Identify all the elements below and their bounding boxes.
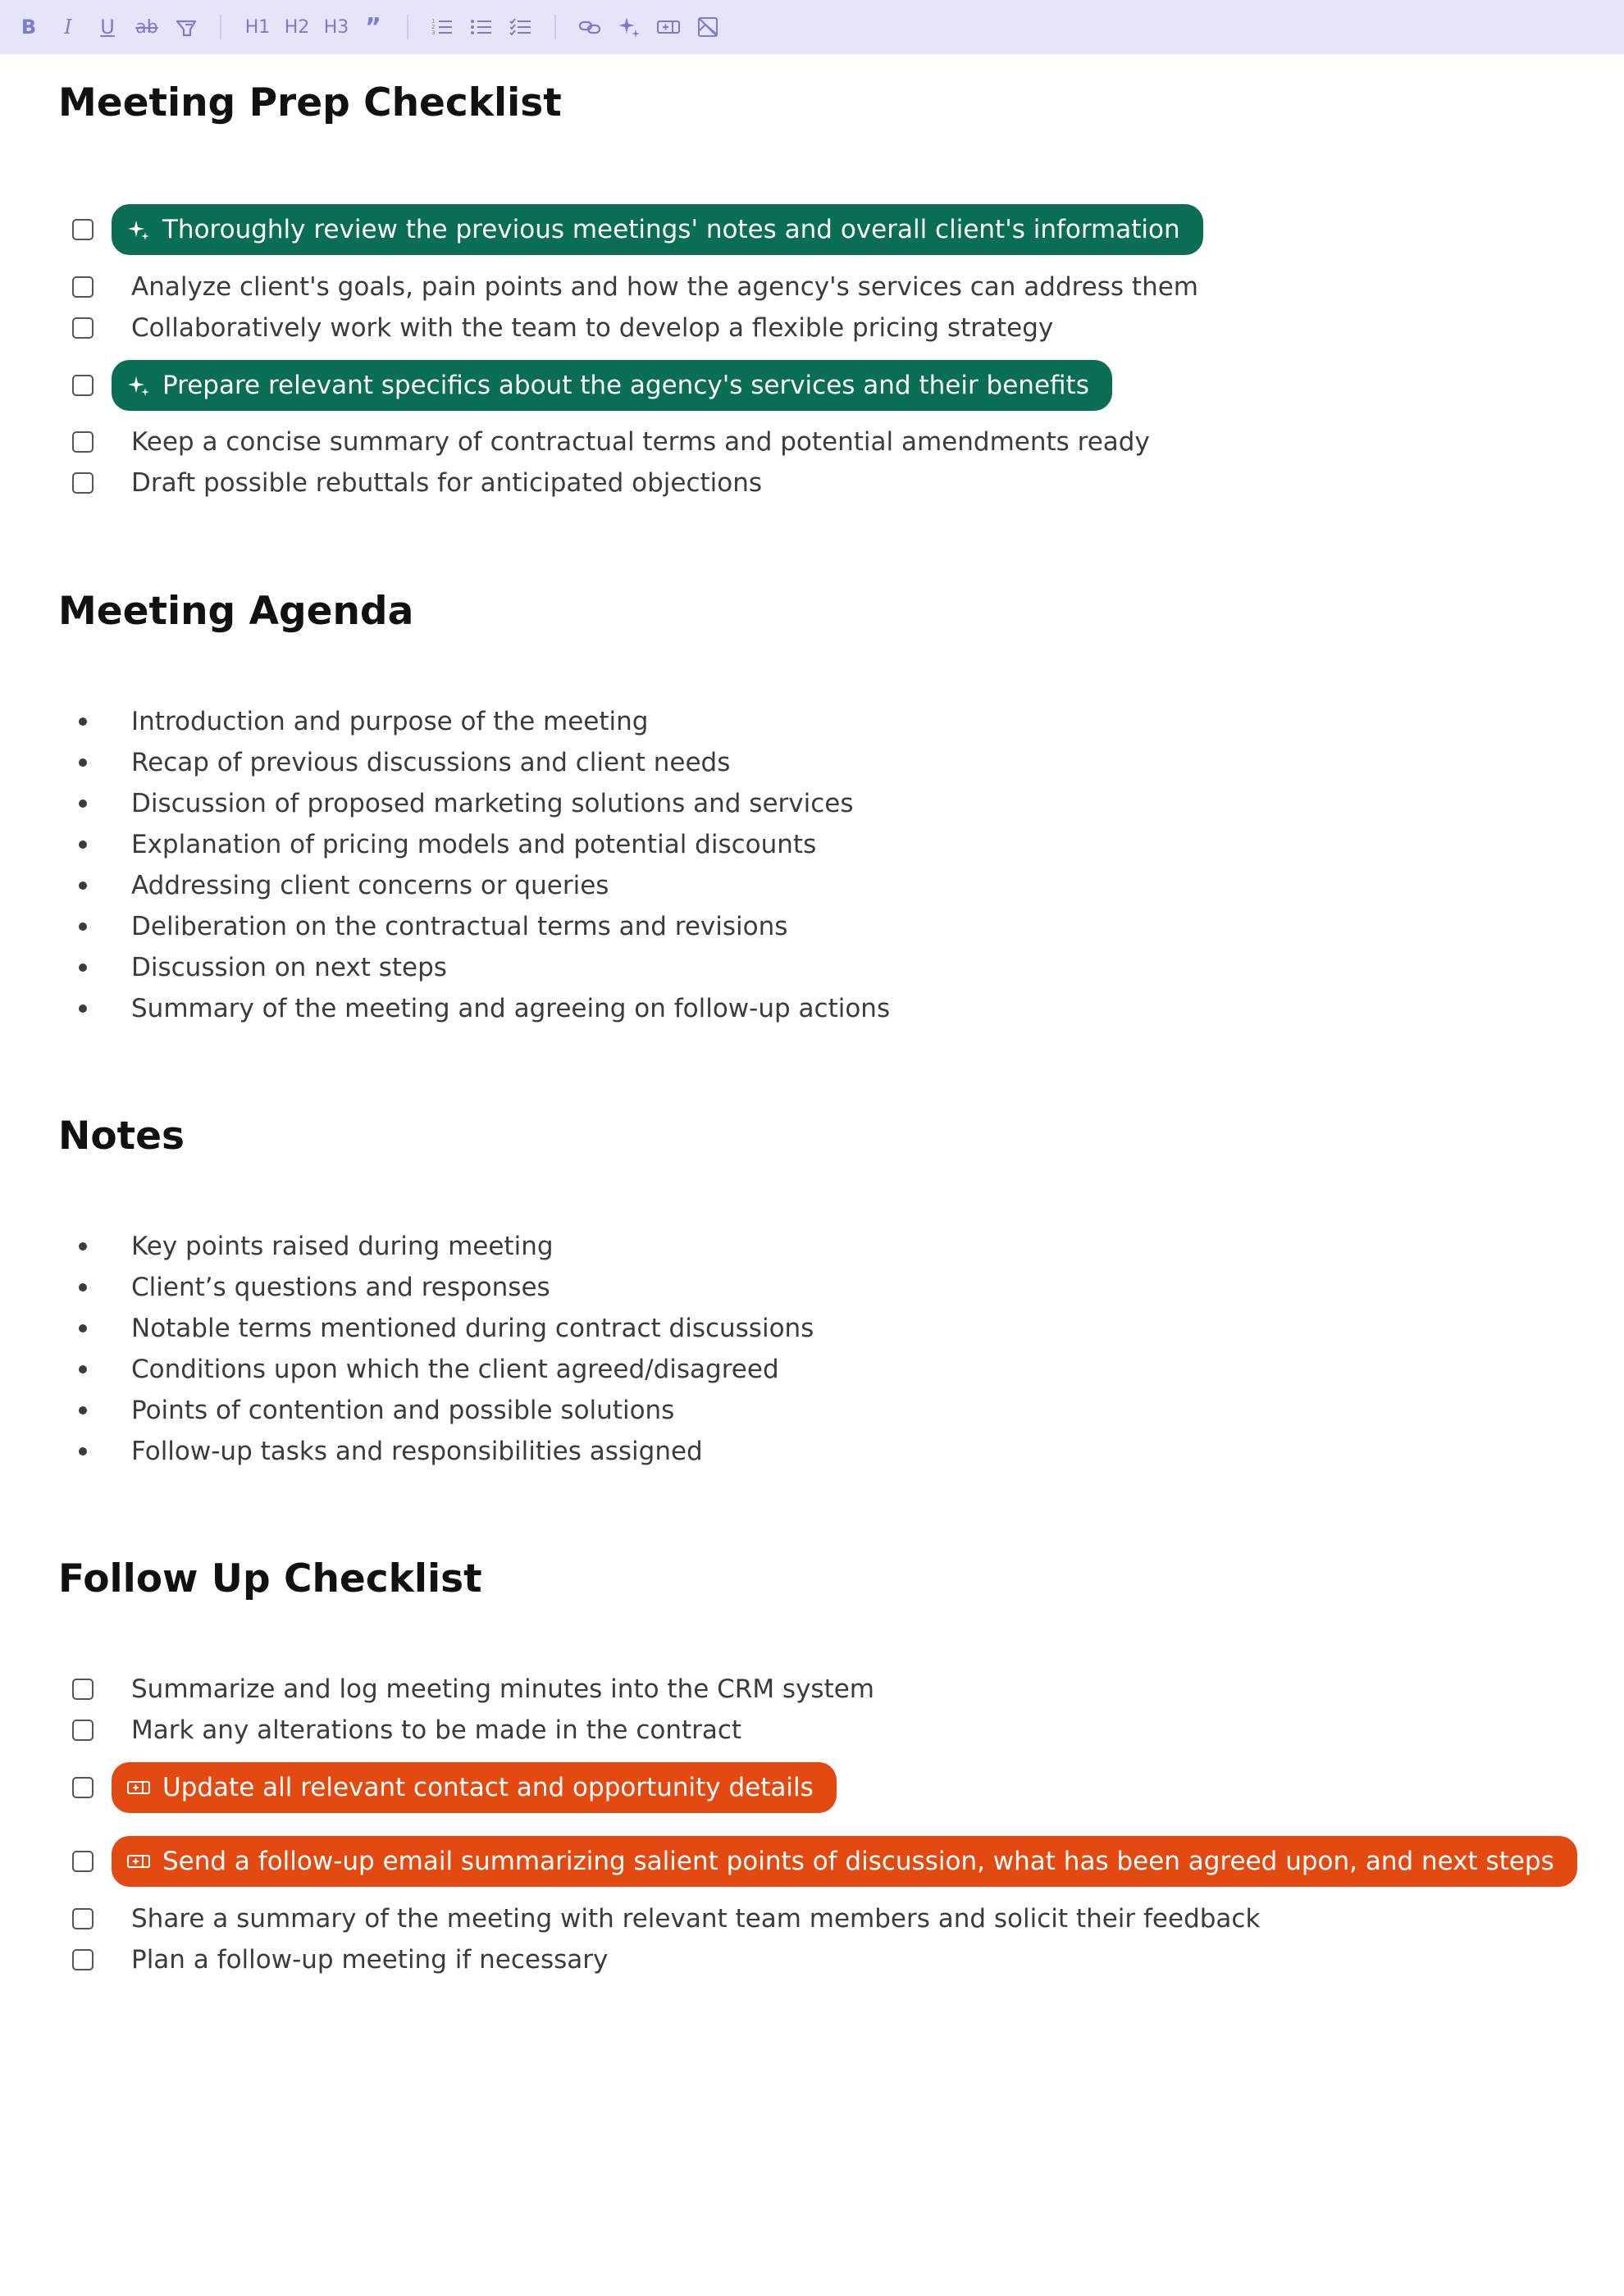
- checklist-item: [72, 1669, 874, 1710]
- bullet-list-icon: [469, 15, 494, 39]
- item-text: Explanation of pricing models and potential discounts: [131, 830, 817, 859]
- image-icon: [696, 15, 720, 39]
- item-text: Key points raised during meeting: [131, 1232, 554, 1261]
- item-text: Update all relevant contact and opportunity details: [162, 1773, 814, 1802]
- bullet: [79, 1324, 87, 1332]
- item-text: Notable terms mentioned during contract discussions: [131, 1314, 814, 1343]
- list-item: [79, 1226, 554, 1267]
- list-item: [79, 824, 816, 865]
- underline-button[interactable]: U: [100, 16, 115, 39]
- item-text: Draft possible rebuttals for anticipated objections: [131, 468, 763, 498]
- item-text: Analyze client's goals, pain points and how the agency's services can address them: [131, 272, 1198, 302]
- item-text: Discussion on next steps: [131, 953, 447, 982]
- editor-toolbar: [0, 0, 1624, 54]
- ai-highlight[interactable]: [112, 360, 1112, 411]
- italic-button[interactable]: I: [64, 16, 72, 39]
- item-text: Addressing client concerns or queries: [131, 871, 609, 900]
- item-text: Introduction and purpose of the meeting: [131, 707, 649, 736]
- section-title-notes: Notes: [58, 1114, 185, 1159]
- checklist-item: [72, 1767, 837, 1808]
- insert-field-icon: [126, 1849, 151, 1874]
- svg-text:2: 2: [431, 24, 436, 30]
- item-text: Share a summary of the meeting with relevant team members and solicit their feedback: [131, 1904, 1261, 1934]
- bullet: [79, 1242, 87, 1250]
- section-title-prep: Meeting Prep Checklist: [58, 80, 562, 125]
- checklist-item: [72, 421, 1150, 462]
- checkbox[interactable]: [72, 1851, 94, 1872]
- bullet: [79, 800, 87, 808]
- checkbox[interactable]: [72, 219, 94, 240]
- checkbox[interactable]: [72, 1777, 94, 1798]
- bullet: [79, 1447, 87, 1456]
- section-title-followup: Follow Up Checklist: [58, 1556, 482, 1601]
- checkbox[interactable]: [72, 472, 94, 494]
- item-text: Recap of previous discussions and client needs: [131, 748, 731, 777]
- checkbox[interactable]: [72, 1949, 94, 1970]
- link-button[interactable]: [576, 11, 604, 43]
- checkbox[interactable]: [72, 431, 94, 453]
- item-text: Discussion of proposed marketing solutions and services: [131, 789, 854, 818]
- checklist-button[interactable]: [507, 11, 535, 43]
- sparkle-icon: [617, 15, 641, 39]
- heading-3-button[interactable]: H3: [323, 16, 349, 38]
- highlighter-button[interactable]: [172, 11, 200, 43]
- checkbox[interactable]: [72, 1908, 94, 1929]
- bullet: [79, 1004, 87, 1013]
- item-text: Plan a follow-up meeting if necessary: [131, 1945, 609, 1975]
- checklist-item: [72, 1710, 741, 1751]
- toolbar-divider: [407, 15, 408, 39]
- bullet: [79, 963, 87, 972]
- numbered-list-button[interactable]: [428, 11, 456, 43]
- sparkle-icon: [126, 217, 151, 242]
- bold-button[interactable]: B: [21, 16, 37, 39]
- list-item: [79, 1267, 550, 1308]
- item-text: Deliberation on the contractual terms and revisions: [131, 912, 788, 941]
- bullet: [79, 1406, 87, 1414]
- list-item: [79, 783, 854, 824]
- sparkle-icon: [126, 373, 151, 398]
- list-item: [79, 1431, 703, 1472]
- list-item: [79, 906, 787, 947]
- item-text: Conditions upon which the client agreed/disagreed: [131, 1355, 779, 1384]
- checklist-item: [72, 1939, 608, 1980]
- toolbar-divider: [220, 15, 221, 39]
- checkbox[interactable]: [72, 276, 94, 298]
- bullet: [79, 922, 87, 931]
- item-text: Send a follow-up email summarizing salient points of discussion, what has been agreed upon, and next steps: [162, 1847, 1554, 1876]
- checklist-item: [72, 209, 1203, 250]
- bullet: [79, 718, 87, 726]
- item-text: Points of contention and possible solutions: [131, 1396, 675, 1425]
- quote-button[interactable]: ”: [365, 12, 381, 42]
- ai-highlight[interactable]: [112, 204, 1203, 255]
- list-item: [79, 1349, 779, 1390]
- list-item: [79, 865, 609, 906]
- checklist-icon: [509, 15, 533, 39]
- insert-field-button[interactable]: [655, 11, 682, 43]
- item-text: Follow-up tasks and responsibilities assigned: [131, 1437, 703, 1466]
- item-text: Mark any alterations to be made in the contract: [131, 1715, 742, 1745]
- ai-sparkle-button[interactable]: [615, 11, 643, 43]
- bullet: [79, 840, 87, 849]
- checkbox[interactable]: [72, 1720, 94, 1741]
- item-text: Prepare relevant specifics about the agency's services and their benefits: [162, 371, 1089, 400]
- svg-text:3: 3: [431, 30, 436, 36]
- insert-image-button[interactable]: [694, 11, 722, 43]
- field-highlight[interactable]: [112, 1836, 1577, 1887]
- list-item: [79, 988, 890, 1029]
- checklist-item: [72, 1841, 1577, 1882]
- heading-1-button[interactable]: H1: [244, 16, 271, 38]
- bullet-list-button[interactable]: [468, 11, 495, 43]
- bullet: [79, 1365, 87, 1374]
- checklist-item: [72, 1898, 1260, 1939]
- checklist-item: [72, 266, 1198, 308]
- insert-field-icon: [656, 15, 681, 39]
- list-item: [79, 947, 447, 988]
- item-text: Collaboratively work with the team to develop a flexible pricing strategy: [131, 313, 1054, 343]
- svg-text:1: 1: [431, 18, 436, 25]
- checklist-item: [72, 365, 1112, 406]
- heading-2-button[interactable]: H2: [284, 16, 310, 38]
- toolbar-divider: [554, 15, 556, 39]
- field-highlight[interactable]: [112, 1762, 837, 1813]
- bullet: [79, 882, 87, 890]
- list-item: [79, 701, 648, 742]
- checkbox[interactable]: [72, 317, 94, 339]
- list-item: [79, 1390, 674, 1431]
- item-text: Client’s questions and responses: [131, 1273, 550, 1302]
- item-text: Thoroughly review the previous meetings' notes and overall client's information: [162, 215, 1180, 244]
- checkbox[interactable]: [72, 375, 94, 396]
- highlighter-icon: [174, 15, 198, 39]
- checkbox[interactable]: [72, 1679, 94, 1700]
- link-icon: [577, 15, 602, 39]
- checklist-item: [72, 308, 1053, 348]
- item-text: Summary of the meeting and agreeing on follow-up actions: [131, 994, 891, 1023]
- item-text: Summarize and log meeting minutes into the CRM system: [131, 1674, 875, 1704]
- numbered-list-icon: [430, 15, 454, 39]
- insert-field-icon: [126, 1775, 151, 1800]
- section-title-agenda: Meeting Agenda: [58, 589, 414, 634]
- strikethrough-button[interactable]: ab: [135, 16, 158, 38]
- bullet: [79, 1283, 87, 1292]
- list-item: [79, 742, 730, 783]
- bullet: [79, 758, 87, 767]
- checklist-item: [72, 462, 762, 503]
- list-item: [79, 1308, 814, 1349]
- item-text: Keep a concise summary of contractual terms and potential amendments ready: [131, 427, 1150, 457]
